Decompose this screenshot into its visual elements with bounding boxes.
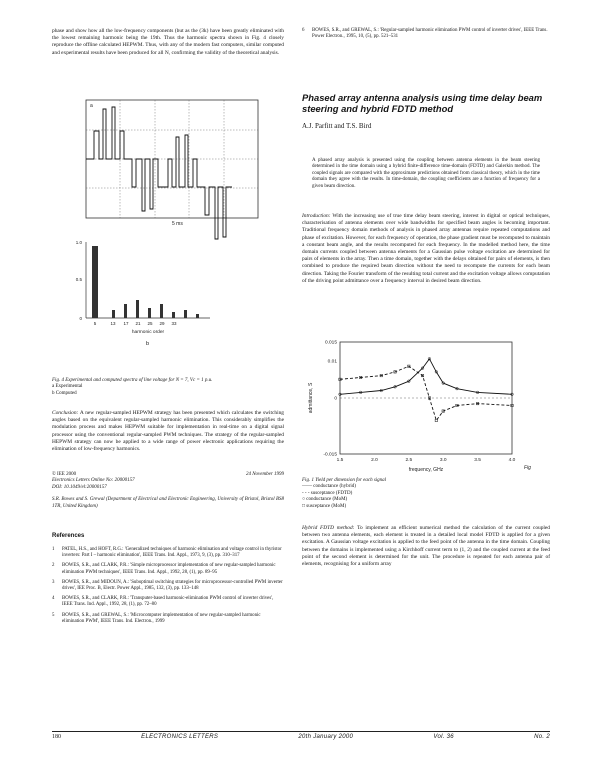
fig4-tick: 5	[93, 321, 97, 326]
reference-item: 2 BOWES, S.R., and CLARK, P.R.: 'Simple microprocessor implementation of new regular-sampled harmonic elimination PWM techniques', IEEE Trans. Ind. Appl., 1992, 28, (1), pp. 89–95	[52, 563, 276, 575]
fig4-tick: 29	[159, 321, 165, 326]
fig1-x-tick: 4.0	[508, 458, 516, 463]
intro-label: Introduction:	[302, 213, 331, 219]
date-line: 24 November 1999	[245, 472, 284, 477]
svg-text:0: 0	[79, 316, 82, 321]
fig1-x-tick: 1.5	[336, 458, 344, 463]
references-section	[52, 533, 284, 625]
conclusion-text: A new regular-sampled HEPWM strategy has been presented which calculates the switching angles based on the equivalent regular-sampled harmonic elimination. This considerably simplifies the modulation process and makes HEPWM suitable for implementation in real-time on a digital signal processor using the conventional regular-sampled PWM techniques. The strategy of the regular-sampled HEPWM strategy can now be applied to a wide range of power electronic applications requiring the elimination of low-frequency harmonics.	[52, 410, 284, 453]
fig4-panel-b-label: b	[146, 341, 150, 347]
fig1-legend-item: —— conductance (hybrid)	[302, 484, 356, 490]
fig4-spectrum	[76, 240, 210, 347]
fig1-y-tick: -0.015	[323, 452, 337, 458]
left-column	[52, 28, 284, 57]
reference-item: 4 BOWES, S.R., and CLARK, P.R.: 'Transputer-based harmonic-elimination PWM control of inverter drives', IEEE Trans. Ind. Appl., 1992, 28, (1), pp. 72–80	[52, 596, 274, 608]
fig1-legend-item: - - - susceptance (FDTD)	[302, 490, 353, 496]
hybrid-text: To implement an efficient numerical method the calculation of the current coupled between two antenna elements, each element is treated in a detailed local model FDTD is applied for a given excitation. A Gaussian voltage excitation is applied to the feed point of the antenna in the time domain. Coupling between the domains is implemented using a Kirchhoff current term to (1, 2) and the coupled current at the feed point of the second element is determined for the unit. The procedure is repeated for each antenna pair of elements, recognising for a uniform array	[302, 525, 550, 568]
fig4-time-scale: 5 ms	[172, 221, 183, 227]
reference-item: 5 BOWES, S.R., and GREWAL, S.: 'Microcomputer implementation of new regular-sampled harmonic elimination PWM', IEEE Trans. Ind. Electron., 1999	[52, 612, 261, 624]
fig4-sub-b: b Computed	[52, 390, 77, 396]
issue-date: 20th January 2000	[298, 734, 354, 740]
right-top-reference	[302, 28, 550, 40]
svg-text:0.5: 0.5	[75, 277, 82, 282]
iee-line: © IEE 2000	[52, 472, 77, 477]
article-header	[302, 92, 550, 130]
issue-number: No. 2	[534, 734, 550, 740]
fig4-caption-block	[52, 378, 284, 397]
fig1-corner-label: Fig	[524, 465, 531, 471]
fig4-tick: 25	[147, 321, 153, 326]
fig4-xlabel: harmonic order	[131, 330, 165, 335]
reference-item: 3 BOWES, S.R., and MIDOUN, A.: 'Suboptimal switching strategies for microprocessor-controlled PWM inverter drives', IEE Proc. B, Electr. Power Appl., 1985, 132, (3), pp. 133–148	[52, 579, 283, 592]
conclusion-section	[52, 410, 284, 453]
fig4-tick: 17	[123, 321, 129, 326]
page-footer	[52, 731, 550, 740]
fig1-x-tick: 3.5	[474, 458, 481, 463]
letters-online: Electronics Letters Online No: 20000157	[52, 478, 135, 484]
fig1-x-tick: 3.0	[439, 458, 447, 463]
intro-text: With the increasing use of true time delay beam steering, interest in digital or optical techniques, characterisation of antenna elements over wide bandwidths for specified beam angles is becoming important. Traditional frequency domain methods of analysis in phased array antennas require repeated computations and phase of excitation. However, for each frequency of operation, the phase gradient must be recomputed to maintain a constant beam angle, and the results recomputed for each frequency. In the modelled method here, the time domain currents coupled between antenna elements for a Gaussian pulse voltage excitation are determined for pairs of elements in the array. Then a time domain, together with the delays obtained for pairs of elements, is then combined to produce the required beam direction without the need to recompute the currents for each beam direction. Taking the Fourier transform of the resulting total current and the excitation voltage allows computation of the driving point admittance over a frequency interval in desired beam direction.	[302, 213, 550, 284]
fig4-tick: 21	[135, 321, 141, 326]
fig1-y-tick: 0	[334, 396, 337, 402]
fig1-caption-block	[302, 478, 550, 510]
fig4-tick: 33	[171, 321, 177, 326]
article-authors: A.J. Parfitt and T.S. Bird	[302, 122, 372, 130]
conclusion-label: Conclusion:	[52, 410, 79, 416]
affiliation: S.R. Bowes and S. Grewal (Department of Electrical and Electronic Engineering, University of Bristol, Bristol BS8 1TR, United Kingdom)	[52, 497, 284, 509]
fig1-legend-item: ○ conductance (MoM)	[302, 497, 348, 503]
reference-item: 6 BOWES, S.R., and GREWAL, S.: 'Regular-sampled harmonic elimination PWM control of inverter drives', IEEE Trans. Power Electron., 1995, 10, (5), pp. 521–531	[302, 28, 548, 40]
fig1-y-tick: 0.01	[327, 359, 337, 365]
figure-1-chart	[300, 334, 550, 474]
hybrid-fdtd-section	[302, 525, 550, 568]
reference-item: 1 PATEL, H.S., and HOFT, R.G.: 'Generalized techniques of harmonic elimination and voltage control in thyristor inverters: Part I – harmonic elimination', IEEE Trans. Ind. Appl., 1973, 9, (3), pp. 310–317	[52, 547, 282, 559]
page-number: 180	[52, 734, 61, 740]
article-title: Phased array antenna analysis using time delay beam steering and hybrid FDTD method	[302, 92, 543, 114]
fig4-panel-a-label: a	[90, 103, 93, 109]
fig1-y-tick: 0.015	[324, 340, 337, 346]
fig1-ylabel: admittance, S	[308, 382, 314, 414]
fig1-susceptance-line	[340, 366, 512, 420]
svg-text:1.0: 1.0	[75, 240, 82, 245]
left-intro-paragraph: phase and show how all the low-frequency components (but as the (3k) have been greatly eliminated with the lowest remaining harmonic being the 19th. Thus the harmonic spectra shown in Fig. 4 closely reproduce the offline calculated HEPWM. Thus, with any of the modern fast computers, similar computed and experimental results have been produced for all N, confirming the validity of the theoretical analysis.	[52, 28, 284, 56]
hybrid-label: Hybrid FDTD method:	[302, 525, 355, 531]
introduction-section	[302, 213, 550, 285]
references-title: References	[52, 533, 85, 539]
fig1-conductance-line	[340, 359, 512, 395]
figure-4	[60, 94, 276, 388]
fig4-sub-a: a Experimental	[52, 384, 83, 390]
publication-info	[52, 472, 284, 510]
fig1-x-tick: 2.0	[371, 458, 378, 463]
fig1-x-tick: 2.5	[405, 458, 413, 463]
journal-name: ELECTRONICS LETTERS	[141, 734, 219, 740]
fig4-oscillogram	[86, 100, 258, 239]
doi-line: DOI: 10.1049/el:20000157	[52, 484, 107, 490]
fig1-xlabel: frequency, GHz	[408, 467, 444, 473]
fig4-caption: Fig. 4 Experimental and computed spectra of line voltage for N = 7, Vc = 1 p.u.	[52, 378, 213, 383]
volume: Vol. 36	[433, 734, 454, 740]
abstract-block	[312, 158, 540, 190]
abstract-text: A phased array analysis is presented using the coupling between antenna elements in the beam steering determined in the time domain using a hybrid finite-difference time-domain (FDTD) and Galerkin method. The coupled signals are compared with the approximate predictions obtained from classical theory, which in the time domain they agree with the results. In time-domain, the coupling coefficients are a function of frequency for a given beam direction.	[312, 158, 540, 189]
fig4-tick: 13	[110, 321, 116, 326]
fig1-caption: Fig. 1 Yield per dimension for each signal	[302, 478, 387, 483]
fig1-legend-item: □ susceptance (MoM)	[302, 503, 347, 509]
